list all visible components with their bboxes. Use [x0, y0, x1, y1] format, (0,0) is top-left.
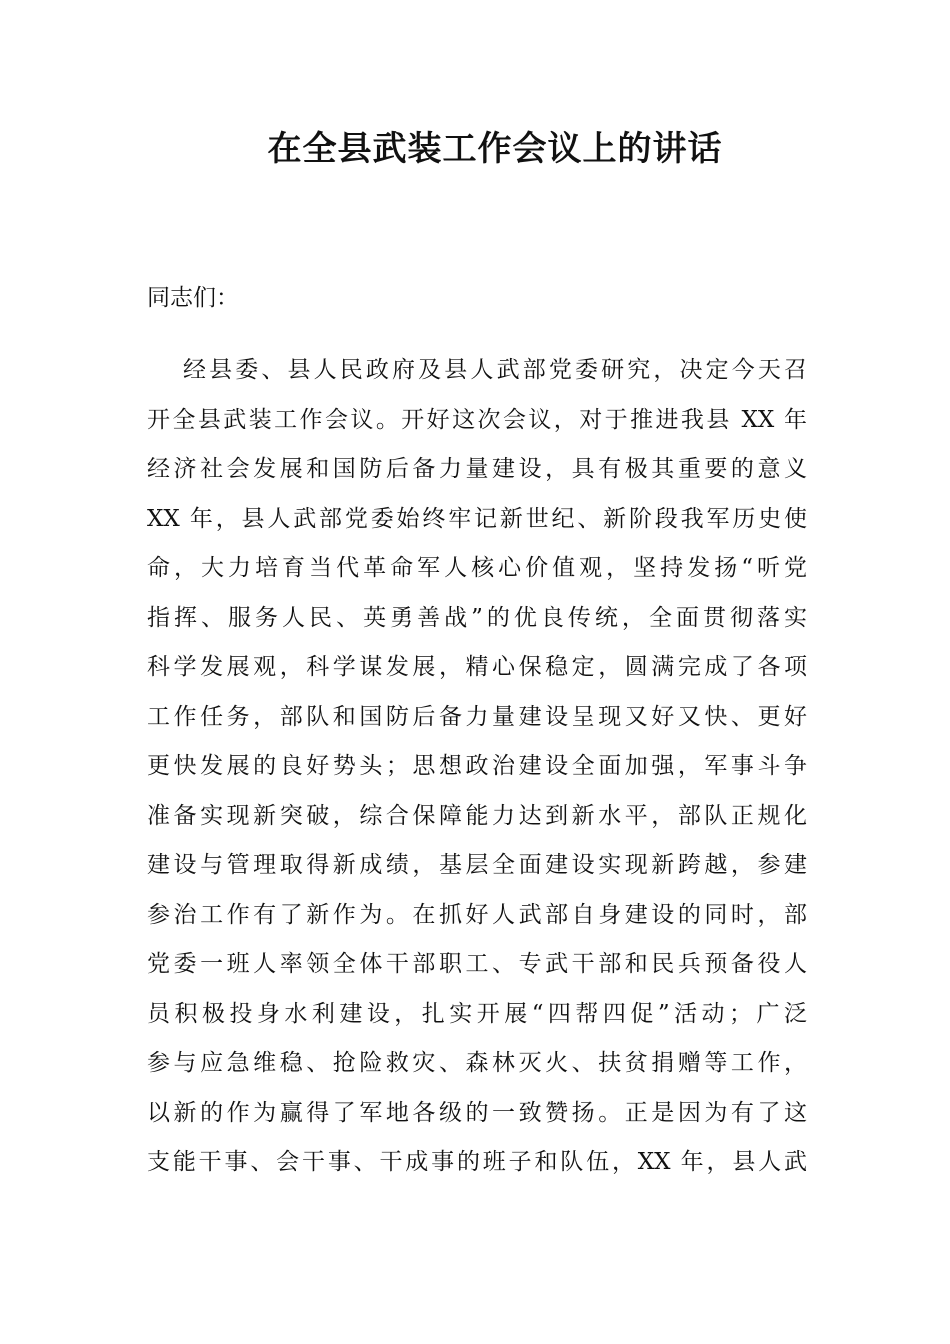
paragraph-line: 经县委、县人民政府及县人武部党委研究，决定今天召	[183, 357, 807, 383]
paragraph-line: 指挥、服务人民、英勇善战”的优良传统，全面贯彻落实	[147, 604, 807, 631]
paragraph-line: 党委一班人率领全体干部职工、专武干部和民兵预备役人	[147, 951, 807, 977]
paragraph-line: 科学发展观，科学谋发展，精心保稳定，圆满完成了各项	[147, 654, 807, 680]
paragraph-line: 命，大力培育当代革命军人核心价值观，坚持发扬“听党	[147, 555, 807, 581]
paragraph-line: 参治工作有了新作为。在抓好人武部自身建设的同时，部	[147, 901, 807, 928]
paragraph-line: 参与应急维稳、抢险救灾、森林灭火、扶贫捐赠等工作，	[147, 1050, 807, 1076]
paragraph-line: 准备实现新突破，综合保障能力达到新水平，部队正规化	[147, 802, 807, 829]
paragraph-line: XX 年，县人武部党委始终牢记新世纪、新阶段我军历史使	[147, 505, 807, 532]
paragraph-line: 工作任务，部队和国防后备力量建设呈现又好又快、更好	[147, 703, 807, 730]
paragraph-line: 建设与管理取得新成绩，基层全面建设实现新跨越，参建	[147, 852, 807, 878]
document-title: 在全县武装工作会议上的讲话	[267, 129, 723, 169]
paragraph-line: 开全县武装工作会议。开好这次会议，对于推进我县 XX 年	[147, 406, 807, 433]
salutation: 同志们：	[147, 285, 239, 311]
paragraph-line: 以新的作为赢得了军地各级的一致赞扬。正是因为有了这	[147, 1099, 807, 1126]
paragraph-line: 更快发展的良好势头；思想政治建设全面加强，军事斗争	[147, 753, 807, 779]
paragraph-line: 支能干事、会干事、干成事的班子和队伍，XX 年，县人武	[147, 1149, 807, 1175]
body-paragraph	[147, 346, 807, 1188]
paragraph-line: 经济社会发展和国防后备力量建设，具有极其重要的意义	[147, 456, 807, 482]
paragraph-line: 员积极投身水利建设，扎实开展“四帮四促”活动；广泛	[147, 1000, 807, 1027]
